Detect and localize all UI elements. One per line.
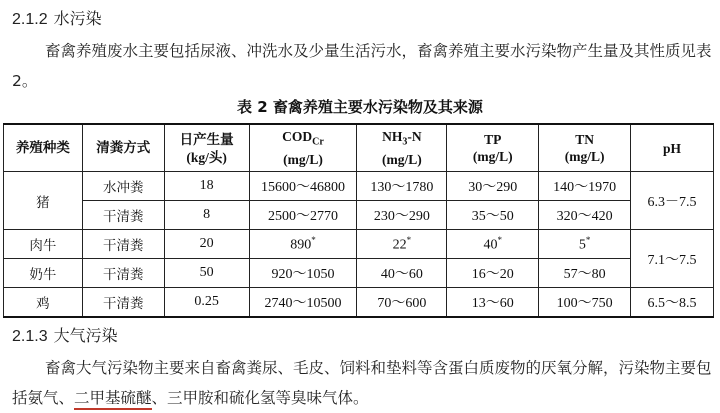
cell-cleaning: 干清粪 — [82, 259, 164, 288]
table-row — [4, 172, 714, 201]
paragraph-water-pollution: 畜禽养殖废水主要包括尿液、冲洗水及少量生活污水，畜禽养殖主要水污染物产生量及其性质见表 2。 — [12, 42, 712, 90]
cell-cod: 920～1050 — [249, 259, 357, 288]
cell-cleaning: 干清粪 — [82, 201, 164, 230]
table-caption: 表 2 畜禽养殖主要水污染物及其来源 — [237, 98, 483, 116]
header-cleaning: 清粪方式 — [82, 124, 164, 172]
cell-ph: 6.3－7.5 — [631, 172, 714, 230]
section-number: 2.1.2 — [12, 11, 48, 28]
table-row — [4, 230, 714, 259]
cell-tp: 35～50 — [447, 201, 539, 230]
table-row — [4, 288, 714, 318]
cell-tn: 100～750 — [539, 288, 631, 318]
section-heading-212 — [12, 9, 102, 30]
section-heading-213 — [12, 326, 118, 347]
section-title: 水污染 — [53, 9, 102, 28]
paragraph-air-pollution: 畜禽大气污染物主要来自畜禽粪尿、毛皮、饲料和垫料等含蛋白质废物的厌氧分解，污染物主要包括氨气、二甲基硫醚、三甲胺和硫化氢等臭味气体。 — [12, 353, 712, 413]
header-tn: TN (mg/L) — [539, 124, 631, 172]
cell-tn: 57～80 — [539, 259, 631, 288]
cell-cleaning: 干清粪 — [82, 288, 164, 318]
pollutant-table — [3, 123, 714, 318]
cell-nh3: 40～60 — [357, 259, 447, 288]
table-header-row — [4, 124, 714, 172]
cell-tp: 30～290 — [447, 172, 539, 201]
cell-cod: 15600～46800 — [249, 172, 357, 201]
cell-tp: 13～60 — [447, 288, 539, 318]
header-tp: TP (mg/L) — [447, 124, 539, 172]
cell-tn: 140～1970 — [539, 172, 631, 201]
header-species: 养殖种类 — [4, 124, 83, 172]
header-cod: $COD_{Cr}$ (mg/L) — [249, 124, 357, 172]
footnote-mark: * — [311, 234, 316, 245]
cell-species: 奶牛 — [4, 259, 83, 288]
cell-daily: 8 — [164, 201, 249, 230]
cell-ph: 7.1～7.5 — [631, 230, 714, 288]
cell-cod: 890* — [249, 230, 357, 259]
cell-tn: 5* — [539, 230, 631, 259]
cell-nh3: 230～290 — [357, 201, 447, 230]
cell-nh3: 130～1780 — [357, 172, 447, 201]
cell-species: 猪 — [4, 172, 83, 230]
cell-nh3: 22* — [357, 230, 447, 259]
cell-daily: 0.25 — [164, 288, 249, 318]
cell-species: 肉牛 — [4, 230, 83, 259]
footnote-mark: * — [406, 234, 412, 245]
header-nh3: $NH_3-N$ (mg/L) — [357, 124, 447, 172]
table-row — [4, 201, 714, 230]
highlighted-term: 二甲基硫醚 — [74, 389, 152, 410]
cell-nh3: 70～600 — [357, 288, 447, 318]
cell-tp: 16～20 — [447, 259, 539, 288]
cell-daily: 18 — [164, 172, 249, 201]
section-title: 大气污染 — [53, 326, 118, 345]
footnote-mark: * — [585, 234, 591, 245]
cell-species: 鸡 — [4, 288, 83, 318]
header-ph: pH — [631, 124, 714, 172]
footnote-mark: * — [497, 234, 502, 245]
cell-cod: 2500～2770 — [249, 201, 357, 230]
cell-tp: 40* — [447, 230, 539, 259]
cell-cleaning: 水冲粪 — [82, 172, 164, 201]
table-row — [4, 259, 714, 288]
cell-daily: 50 — [164, 259, 249, 288]
cell-ph: 6.5～8.5 — [631, 288, 714, 318]
cell-cod: 2740～10500 — [249, 288, 357, 318]
cell-daily: 20 — [164, 230, 249, 259]
section-number: 2.1.3 — [12, 328, 48, 345]
cell-tn: 320～420 — [539, 201, 631, 230]
header-daily: 日产生量 (kg/头) — [164, 124, 249, 172]
cell-cleaning: 干清粪 — [82, 230, 164, 259]
